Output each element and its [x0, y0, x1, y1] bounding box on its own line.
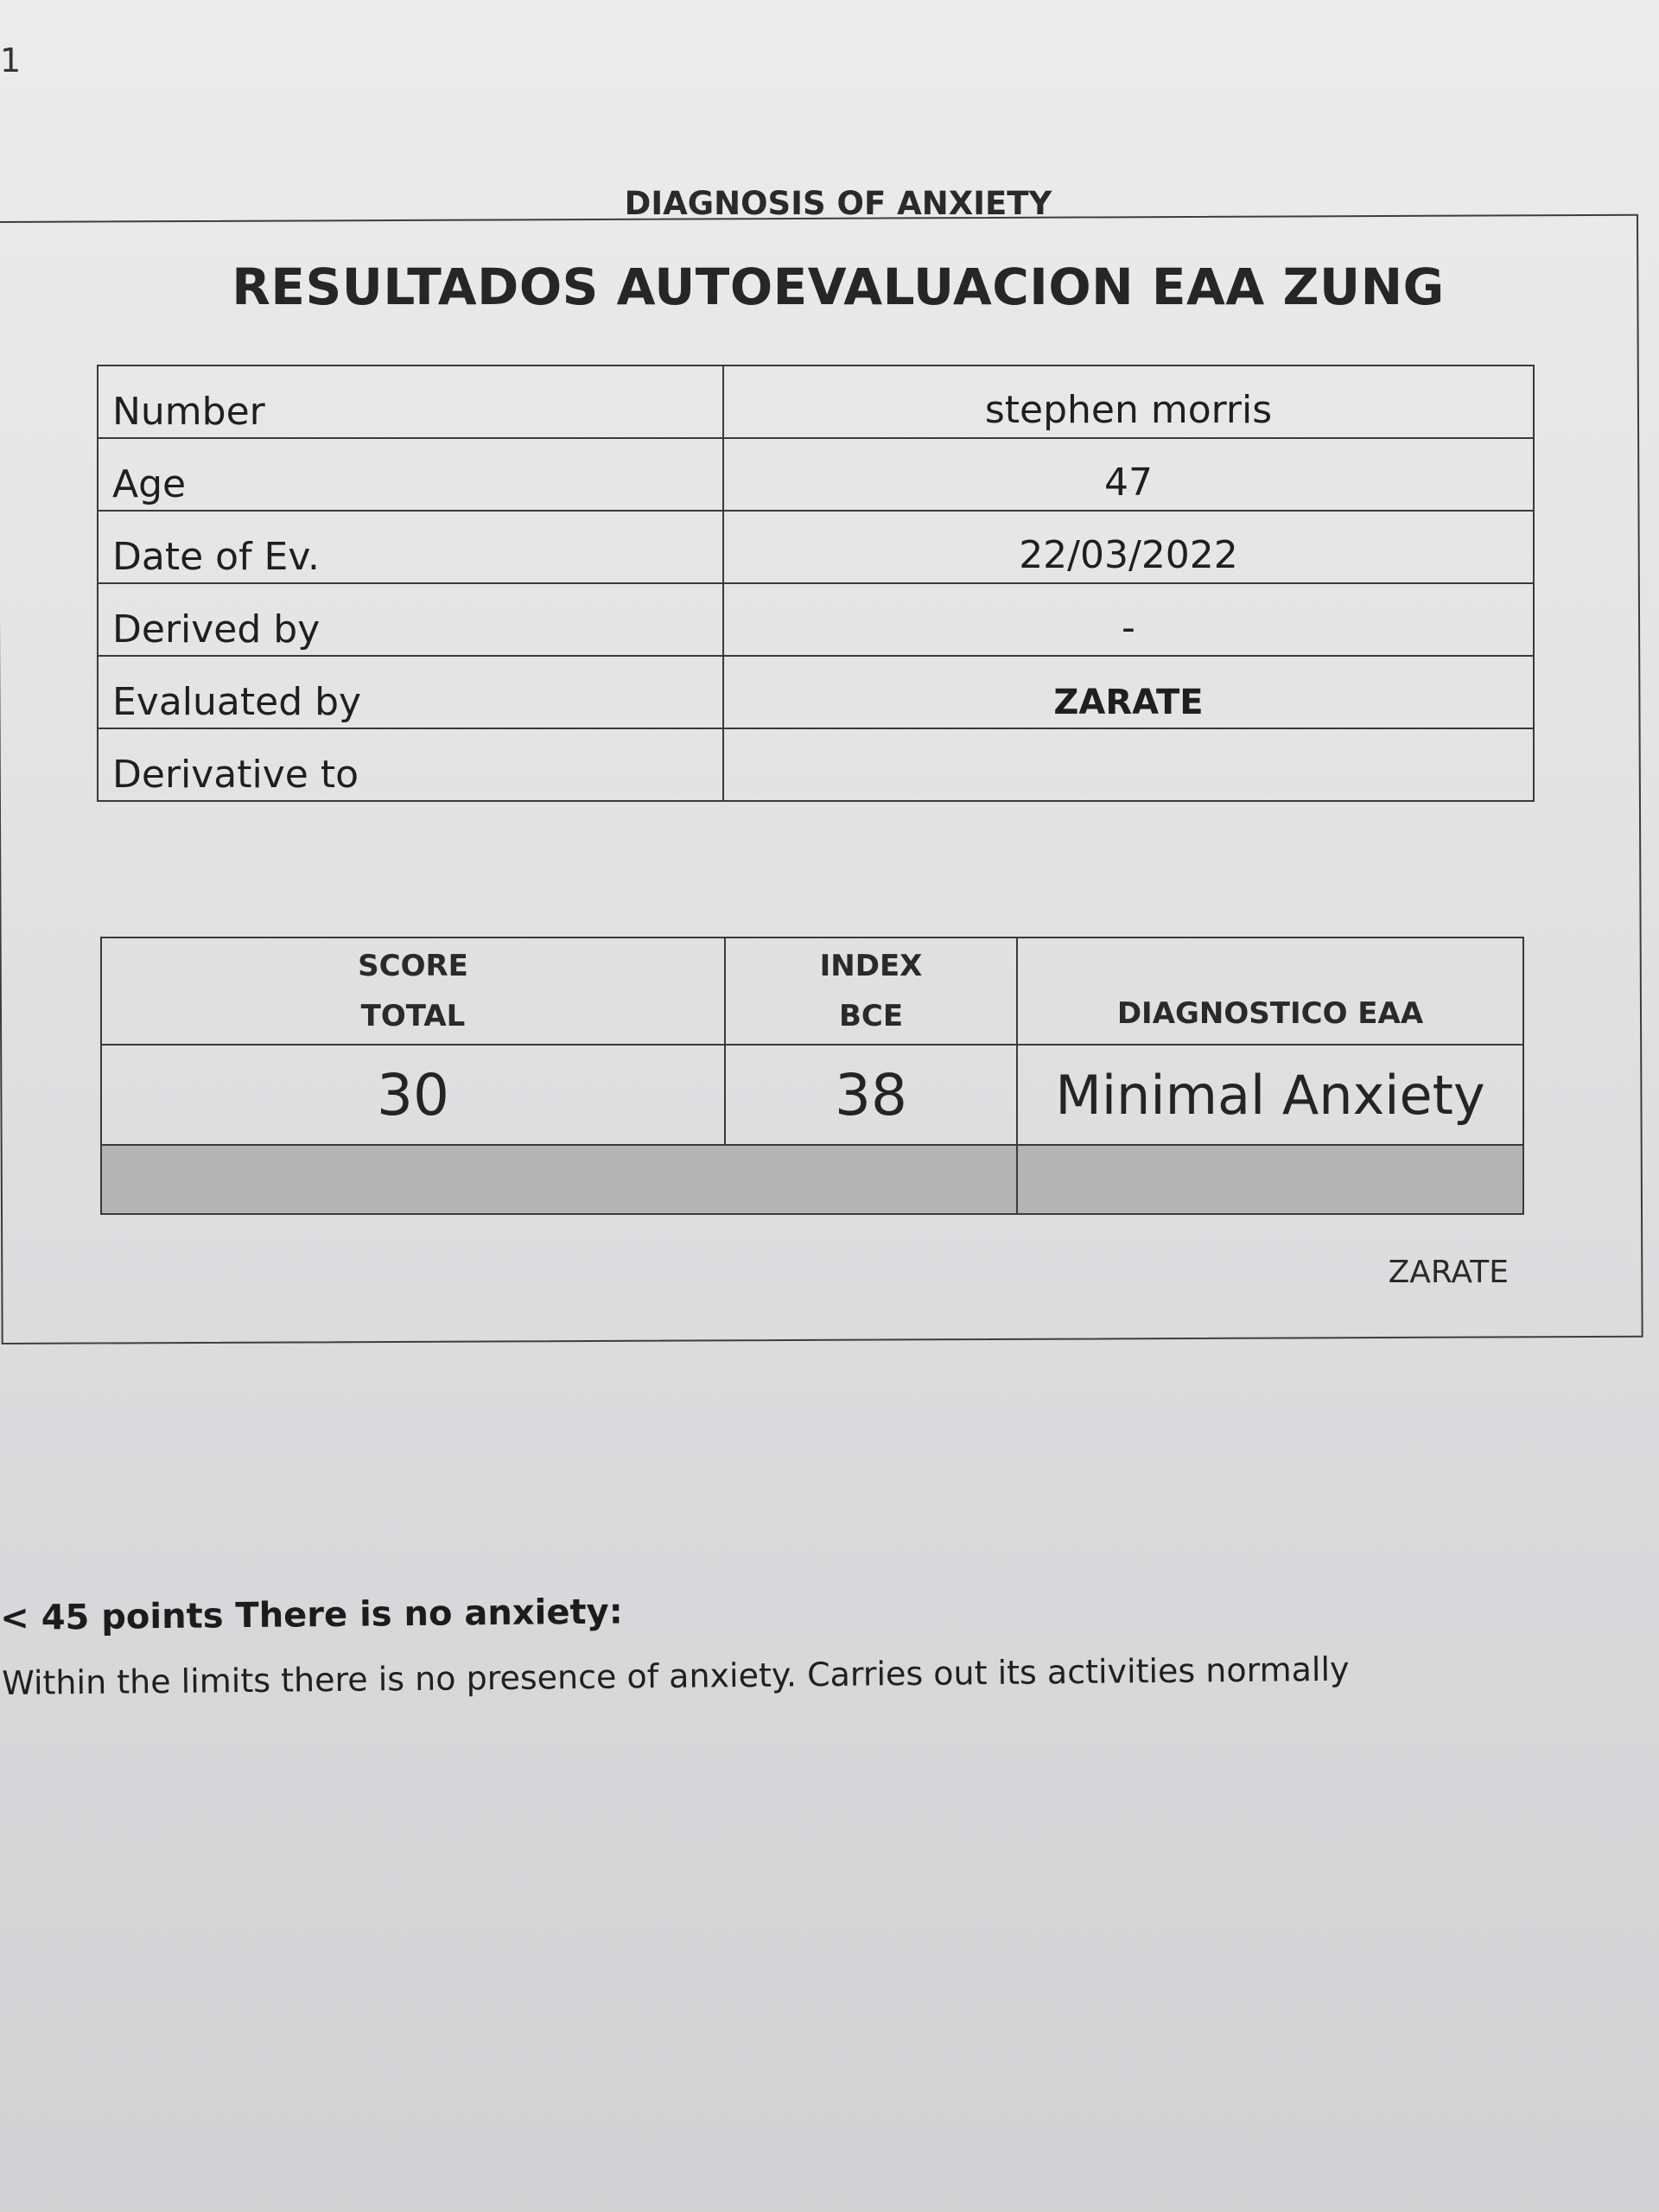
report-title: RESULTADOS AUTOEVALUACION EAA ZUNG — [232, 257, 1445, 316]
legend-heading: < 45 points There is no anxiety: — [0, 1592, 623, 1638]
index-header-line1: INDEX — [819, 949, 923, 983]
info-label: Date of Ev. — [98, 511, 723, 583]
results-shaded-row — [101, 1145, 1523, 1214]
info-row-derived-by — [98, 583, 1534, 656]
shaded-cell-left — [101, 1145, 1017, 1214]
evaluator-signature: ZARATE — [1388, 1255, 1509, 1290]
index-header-line2: BCE — [838, 999, 904, 1033]
info-value — [723, 728, 1534, 801]
score-total-value: 30 — [101, 1045, 725, 1145]
info-row-number — [98, 365, 1534, 438]
info-row-date — [98, 511, 1534, 583]
results-header-row — [101, 938, 1523, 1045]
info-row-derivative-to — [98, 728, 1534, 801]
shaded-cell-right — [1017, 1145, 1523, 1214]
info-label: Derivative to — [98, 728, 723, 801]
info-row-evaluated-by — [98, 656, 1534, 728]
info-label: Evaluated by — [98, 656, 723, 728]
results-value-row — [101, 1045, 1523, 1145]
info-label: Number — [98, 365, 723, 438]
score-total-header — [101, 938, 725, 1045]
header-label: DIAGNOSIS OF ANXIETY — [624, 185, 1052, 222]
info-label: Age — [98, 438, 723, 511]
diagnosis-value: Minimal Anxiety — [1017, 1045, 1523, 1145]
score-header-line2: TOTAL — [360, 999, 466, 1033]
index-bce-value: 38 — [725, 1045, 1017, 1145]
info-value: 47 — [723, 438, 1534, 511]
info-row-age — [98, 438, 1534, 511]
page-number: 1 — [0, 41, 22, 79]
index-bce-header — [725, 938, 1017, 1045]
info-value: 22/03/2022 — [723, 511, 1534, 583]
info-label: Derived by — [98, 583, 723, 656]
diagnosis-header: DIAGNOSTICO EAA — [1017, 938, 1523, 1045]
patient-info-table — [97, 365, 1535, 802]
info-value: - — [723, 583, 1534, 656]
info-value: stephen morris — [723, 365, 1534, 438]
info-value: ZARATE — [723, 656, 1534, 728]
score-header-line1: SCORE — [358, 949, 468, 983]
legend-text: Within the limits there is no presence of anxiety. Carries out its activities normally — [2, 1649, 1350, 1702]
results-table — [100, 937, 1524, 1215]
